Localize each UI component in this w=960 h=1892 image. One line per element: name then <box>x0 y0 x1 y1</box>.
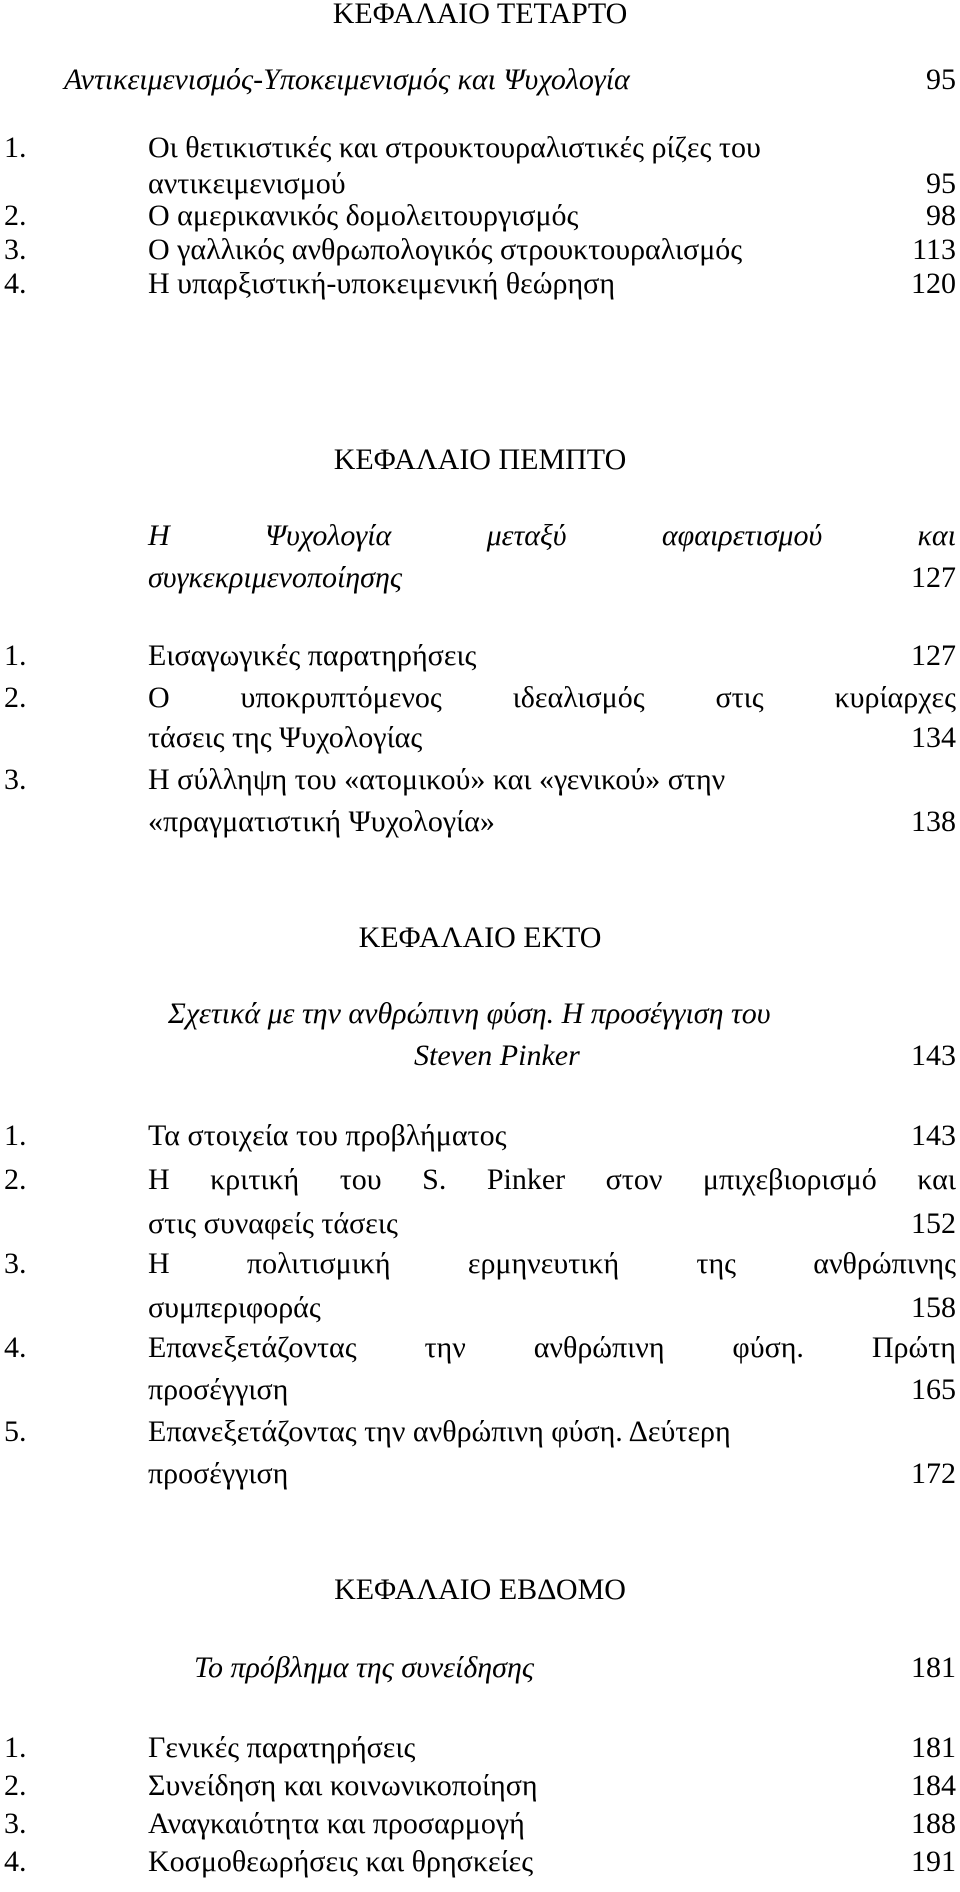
ch5-entry-2-word-5: κυρίαρχες <box>834 681 956 714</box>
chapter-5-title-word-2: Ψυχολογία <box>264 519 392 552</box>
chapter-5-title-word-4: αφαιρετισμού <box>661 519 823 552</box>
ch6-entry-2-word-7: μπιχεβιορισμό <box>702 1163 877 1196</box>
ch6-entry-5-number: 5. <box>4 1415 27 1448</box>
ch5-entry-2-word-2: υποκρυπτόμενος <box>240 681 442 714</box>
ch7-entry-3-text: Αναγκαιότητα και προσαρμογή <box>148 1807 525 1840</box>
ch6-entry-1-page: 143 <box>911 1119 956 1152</box>
ch4-entry-1-text-cont: αντικειμενισμού <box>148 167 346 200</box>
ch6-entry-3-text-cont: συμπεριφοράς <box>148 1291 321 1324</box>
ch4-entry-4-number: 4. <box>4 267 27 300</box>
ch4-entry-2-number: 2. <box>4 199 27 232</box>
chapter-6-title: Σχετικά με την ανθρώπινη φύση. Η προσέγγιση του <box>168 997 771 1030</box>
ch6-entry-4-word-3: ανθρώπινη <box>533 1331 665 1364</box>
ch7-entry-4-number: 4. <box>4 1845 27 1878</box>
ch7-entry-2-number: 2. <box>4 1769 27 1802</box>
ch5-entry-3-page: 138 <box>911 805 956 838</box>
ch5-entry-1-page: 127 <box>911 639 956 672</box>
chapter-6-title-page: 143 <box>911 1039 956 1072</box>
ch5-entry-2-page: 134 <box>911 721 956 754</box>
ch4-entry-4-page: 120 <box>911 267 956 300</box>
ch5-entry-1-number: 1. <box>4 639 27 672</box>
ch7-entry-4-text: Κοσμοθεωρήσεις και θρησκείες <box>148 1845 534 1878</box>
ch5-entry-2-text-cont: τάσεις της Ψυχολογίας <box>148 721 423 754</box>
ch6-entry-2-text-cont: στις συναφείς τάσεις <box>148 1207 398 1240</box>
chapter-5-title-cont: συγκεκριμενοποίησης <box>148 561 403 594</box>
ch5-entry-2-word-3: ιδεαλισμός <box>512 681 645 714</box>
ch6-entry-4-word-2: την <box>424 1331 466 1364</box>
ch6-entry-2-text <box>148 1162 956 1198</box>
ch6-entry-4-word-4: φύση. <box>732 1331 804 1364</box>
ch4-entry-3-page: 113 <box>912 233 956 266</box>
ch6-entry-3-word-4: της <box>696 1247 737 1280</box>
chapter-7-heading: ΚΕΦΑΛΑΙΟ ΕΒΔΟΜΟ <box>334 1573 626 1606</box>
ch7-entry-2-page: 184 <box>911 1769 956 1802</box>
ch7-entry-3-page: 188 <box>911 1807 956 1840</box>
ch6-entry-2-word-4: S. <box>422 1163 447 1196</box>
ch5-entry-2-word-4: στις <box>715 681 764 714</box>
ch6-entry-2-word-8: και <box>917 1163 956 1196</box>
ch6-entry-2-word-5: Pinker <box>486 1163 566 1196</box>
ch6-entry-4-text-cont: προσέγγιση <box>148 1373 289 1406</box>
ch6-entry-3-number: 3. <box>4 1247 27 1280</box>
chapter-5-title-word-3: μεταξύ <box>486 519 567 552</box>
ch6-entry-5-text: Επανεξετάζοντας την ανθρώπινη φύση. Δεύτερη <box>148 1415 731 1448</box>
chapter-4-title-page: 95 <box>926 63 956 96</box>
ch4-entry-1-page: 95 <box>926 167 956 200</box>
ch6-entry-2-word-1: Η <box>148 1163 170 1196</box>
chapter-6-title-cont: Steven Pinker <box>414 1039 580 1072</box>
ch5-entry-3-text-cont: «πραγματιστική Ψυχολογία» <box>148 805 495 838</box>
chapter-7-title-page: 181 <box>911 1651 956 1684</box>
ch7-entry-2-text: Συνείδηση και κοινωνικοποίηση <box>148 1769 538 1802</box>
ch7-entry-1-number: 1. <box>4 1731 27 1764</box>
ch5-entry-2-number: 2. <box>4 681 27 714</box>
chapter-6-heading: ΚΕΦΑΛΑΙΟ ΕΚΤΟ <box>358 921 602 954</box>
ch6-entry-2-word-6: στον <box>605 1163 663 1196</box>
ch6-entry-2-number: 2. <box>4 1163 27 1196</box>
ch7-entry-3-number: 3. <box>4 1807 27 1840</box>
chapter-4-heading: ΚΕΦΑΛΑΙΟ ΤΕΤΑΡΤΟ <box>332 0 628 30</box>
chapter-7-title: Το πρόβλημα της συνείδησης <box>194 1651 535 1684</box>
ch6-entry-3-word-5: ανθρώπινης <box>813 1247 956 1280</box>
ch5-entry-3-text: Η σύλληψη του «ατομικού» και «γενικού» στην <box>148 763 726 796</box>
ch5-entry-3-number: 3. <box>4 763 27 796</box>
ch4-entry-2-page: 98 <box>926 199 956 232</box>
ch7-entry-1-text: Γενικές παρατηρήσεις <box>148 1731 416 1764</box>
ch4-entry-1-number: 1. <box>4 131 27 164</box>
ch6-entry-4-text <box>148 1330 956 1366</box>
ch6-entry-4-word-1: Επανεξετάζοντας <box>148 1331 357 1364</box>
ch6-entry-1-text: Τα στοιχεία του προβλήματος <box>148 1119 507 1152</box>
ch6-entry-3-word-2: πολιτισμική <box>246 1247 391 1280</box>
ch6-entry-4-number: 4. <box>4 1331 27 1364</box>
ch4-entry-3-number: 3. <box>4 233 27 266</box>
ch6-entry-3-text <box>148 1246 956 1282</box>
chapter-5-title-page: 127 <box>911 561 956 594</box>
ch6-entry-3-word-3: ερμηνευτική <box>467 1247 620 1280</box>
ch5-entry-2-word-1: Ο <box>148 681 170 714</box>
ch6-entry-3-page: 158 <box>911 1291 956 1324</box>
chapter-5-heading: ΚΕΦΑΛΑΙΟ ΠΕΜΠΤΟ <box>333 443 627 476</box>
ch4-entry-3-text: Ο γαλλικός ανθρωπολογικός στρουκτουραλισμός <box>148 233 743 266</box>
ch6-entry-3-word-1: Η <box>148 1247 170 1280</box>
ch6-entry-2-word-2: κριτική <box>210 1163 300 1196</box>
chapter-4-title: Αντικειμενισμός-Υποκειμενισμός και Ψυχολογία <box>64 63 630 96</box>
ch7-entry-1-page: 181 <box>911 1731 956 1764</box>
ch6-entry-2-page: 152 <box>911 1207 956 1240</box>
chapter-5-title-word-1: Η <box>148 519 170 552</box>
chapter-5-title-word-5: και <box>917 519 956 552</box>
ch6-entry-4-page: 165 <box>911 1373 956 1406</box>
ch4-entry-4-text: Η υπαρξιστική-υποκειμενική θεώρηση <box>148 267 616 300</box>
ch5-entry-2-text <box>148 680 956 716</box>
ch7-entry-4-page: 191 <box>911 1845 956 1878</box>
ch4-entry-1-text: Οι θετικιστικές και στρουκτουραλιστικές ρίζες του <box>148 131 761 164</box>
ch6-entry-4-word-5: Πρώτη <box>871 1331 956 1364</box>
ch6-entry-5-page: 172 <box>911 1457 956 1490</box>
ch6-entry-2-word-3: του <box>339 1163 382 1196</box>
ch6-entry-5-text-cont: προσέγγιση <box>148 1457 289 1490</box>
ch6-entry-1-number: 1. <box>4 1119 27 1152</box>
ch4-entry-2-text: Ο αμερικανικός δομολειτουργισμός <box>148 199 579 232</box>
chapter-5-title <box>148 518 956 554</box>
ch5-entry-1-text: Εισαγωγικές παρατηρήσεις <box>148 639 477 672</box>
